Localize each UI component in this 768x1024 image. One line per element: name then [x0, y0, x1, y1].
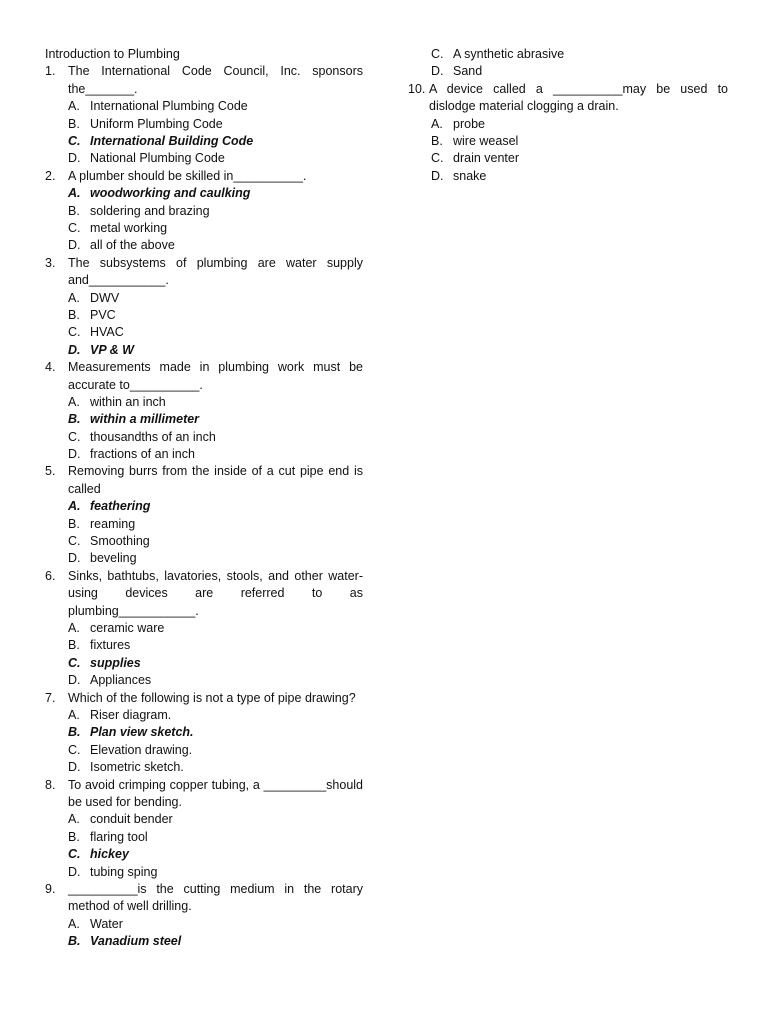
option-letter: D. — [68, 673, 81, 688]
question-stem — [45, 463, 363, 498]
option-letter: A. — [431, 116, 443, 131]
answer-option — [45, 724, 363, 741]
answer-option — [45, 307, 363, 324]
option-letter: D. — [68, 864, 81, 879]
answer-option — [45, 742, 363, 759]
answer-option — [45, 829, 363, 846]
option-letter: D. — [68, 238, 81, 253]
option-letter: B. — [68, 307, 80, 322]
answer-option — [45, 550, 363, 567]
answer-option — [408, 150, 728, 167]
answer-option — [45, 916, 363, 933]
question-number: 3. — [45, 255, 56, 270]
question — [45, 568, 363, 690]
answer-option — [45, 620, 363, 637]
question-list — [45, 63, 363, 950]
option-text: feathering — [90, 499, 151, 514]
question — [45, 359, 363, 463]
question-number: 8. — [45, 777, 56, 792]
answer-option — [408, 168, 728, 185]
option-letter: B. — [68, 725, 81, 740]
option-letter: B. — [68, 116, 80, 131]
option-text: Sand — [453, 64, 483, 79]
question-text: Sinks, bathtubs, lavatories, stools, and other water-using devices are referred to as plumbing___________. — [68, 568, 363, 618]
question-stem — [45, 359, 363, 394]
option-text: metal working — [90, 220, 168, 235]
question — [45, 881, 363, 951]
option-text: within an inch — [90, 394, 166, 409]
answer-option — [408, 46, 728, 63]
question-stem — [45, 881, 363, 916]
left-column — [45, 46, 363, 951]
option-letter: B. — [431, 133, 443, 148]
option-letter: C. — [68, 325, 81, 340]
option-text: Plan view sketch. — [90, 725, 194, 740]
answer-option — [408, 116, 728, 133]
answer-option — [45, 637, 363, 654]
option-text: Smoothing — [90, 534, 150, 549]
option-text: tubing sping — [90, 864, 158, 879]
question — [45, 777, 363, 881]
option-letter: D. — [68, 342, 81, 357]
question-number: 1. — [45, 64, 56, 79]
option-text: drain venter — [453, 151, 520, 166]
answer-option — [45, 185, 363, 202]
question-number: 7. — [45, 690, 56, 705]
option-letter: C. — [68, 429, 81, 444]
option-text: beveling — [90, 551, 137, 566]
answer-option — [45, 655, 363, 672]
question-number: 6. — [45, 568, 56, 583]
question-number: 10. — [408, 81, 426, 96]
question-stem — [45, 63, 363, 98]
option-text: reaming — [90, 516, 136, 531]
answer-option — [45, 342, 363, 359]
option-letter: B. — [68, 203, 80, 218]
answer-option — [45, 446, 363, 463]
question-text: Measurements made in plumbing work must be accurate to__________. — [68, 360, 363, 392]
option-letter: C. — [431, 47, 444, 61]
option-letter: D. — [68, 447, 81, 462]
question — [45, 690, 363, 777]
option-letter: A. — [68, 916, 80, 931]
option-text: DWV — [90, 290, 120, 305]
option-text: ceramic ware — [90, 621, 165, 636]
question-number: 2. — [45, 168, 56, 183]
answer-option — [45, 411, 363, 428]
option-letter: C. — [68, 655, 81, 670]
option-letter: D. — [431, 168, 444, 183]
question-text: __________is the cutting medium in the rotary method of well drilling. — [68, 881, 363, 914]
question-text: The subsystems of plumbing are water supply and___________. — [68, 255, 363, 288]
right-column — [408, 46, 728, 185]
option-text: woodworking and caulking — [90, 186, 251, 201]
option-letter: B. — [68, 412, 81, 427]
question — [45, 255, 363, 359]
answer-option — [45, 846, 363, 863]
question-stem — [45, 777, 363, 812]
answer-option — [45, 394, 363, 411]
option-letter: B. — [68, 934, 81, 949]
question-text: To avoid crimping copper tubing, a _________should be used for bending. — [68, 777, 363, 810]
option-letter: C. — [431, 151, 444, 166]
answer-option — [45, 220, 363, 237]
option-letter: C. — [68, 220, 81, 235]
question — [45, 168, 363, 255]
option-letter: C. — [68, 847, 81, 862]
option-letter: B. — [68, 829, 80, 844]
option-letter: D. — [68, 760, 81, 775]
option-text: International Building Code — [90, 133, 254, 148]
option-text: Riser diagram. — [90, 708, 172, 723]
answer-option — [45, 116, 363, 133]
option-letter: A. — [68, 99, 80, 114]
option-text: snake — [453, 168, 487, 183]
option-letter: A. — [68, 290, 80, 305]
option-text: all of the above — [90, 238, 175, 253]
question — [408, 81, 728, 185]
option-text: PVC — [90, 307, 116, 322]
option-text: National Plumbing Code — [90, 151, 225, 166]
option-text: hickey — [90, 847, 129, 862]
option-letter: B. — [68, 638, 80, 653]
answer-option — [45, 498, 363, 515]
option-letter: D. — [68, 151, 81, 166]
question-number: 4. — [45, 360, 56, 375]
option-text: A synthetic abrasive — [453, 47, 565, 61]
option-letter: A. — [68, 394, 80, 409]
option-letter: A. — [68, 621, 80, 636]
answer-option — [45, 150, 363, 167]
option-letter: A. — [68, 812, 80, 827]
option-letter: A. — [68, 499, 81, 514]
option-text: flaring tool — [90, 829, 148, 844]
document-title: Introduction to Plumbing — [45, 47, 180, 61]
option-text: Uniform Plumbing Code — [90, 116, 223, 131]
question-stem — [408, 81, 728, 116]
question-stem — [45, 568, 363, 620]
option-text: probe — [453, 116, 485, 131]
option-letter: A. — [68, 186, 81, 201]
option-letter: C. — [68, 534, 81, 549]
option-letter: C. — [68, 742, 81, 757]
option-text: fixtures — [90, 638, 131, 653]
option-text: wire weasel — [453, 133, 519, 148]
option-text: Appliances — [90, 673, 152, 688]
question-text: A device called a __________may be used to dislodge material clogging a drain. — [429, 81, 728, 114]
option-letter: C. — [68, 133, 81, 148]
option-text: fractions of an inch — [90, 447, 195, 462]
option-text: conduit bender — [90, 812, 173, 827]
option-letter: D. — [431, 64, 444, 79]
question-number: 5. — [45, 464, 56, 479]
answer-option — [45, 290, 363, 307]
option-text: thousandths of an inch — [90, 429, 216, 444]
answer-option — [45, 533, 363, 550]
answer-option — [45, 933, 363, 950]
answer-option — [45, 324, 363, 341]
answer-option — [45, 203, 363, 220]
answer-option — [45, 237, 363, 254]
option-letter: A. — [68, 708, 80, 723]
option-text: soldering and brazing — [90, 203, 210, 218]
answer-option — [45, 864, 363, 881]
option-text: Water — [90, 916, 123, 931]
question — [45, 463, 363, 567]
answer-option — [45, 811, 363, 828]
option-text: within a millimeter — [90, 412, 200, 427]
continued-options — [408, 46, 728, 81]
option-text: International Plumbing Code — [90, 99, 248, 114]
option-letter: D. — [68, 551, 81, 566]
option-text: supplies — [90, 655, 141, 670]
question-text: A plumber should be skilled in__________. — [68, 168, 307, 183]
answer-option — [45, 672, 363, 689]
answer-option — [45, 98, 363, 115]
option-text: VP & W — [90, 342, 134, 357]
question-list — [408, 81, 728, 185]
answer-option — [45, 516, 363, 533]
answer-option — [45, 707, 363, 724]
option-text: Elevation drawing. — [90, 742, 193, 757]
answer-option — [45, 759, 363, 776]
question-stem — [45, 690, 363, 707]
answer-option — [45, 429, 363, 446]
question-text: Which of the following is not a type of pipe drawing? — [68, 690, 356, 705]
question — [45, 63, 363, 167]
option-text: HVAC — [90, 325, 124, 340]
option-letter: B. — [68, 516, 80, 531]
answer-option — [408, 63, 728, 80]
option-text: Isometric sketch. — [90, 760, 184, 775]
question-stem — [45, 168, 363, 185]
question-text: Removing burrs from the inside of a cut pipe end is called — [68, 464, 363, 496]
answer-option — [408, 133, 728, 150]
answer-option — [45, 133, 363, 150]
question-text: The International Code Council, Inc. sponsors the_______. — [68, 64, 363, 96]
question-number: 9. — [45, 881, 56, 896]
question-stem — [45, 255, 363, 290]
option-text: Vanadium steel — [90, 934, 182, 949]
